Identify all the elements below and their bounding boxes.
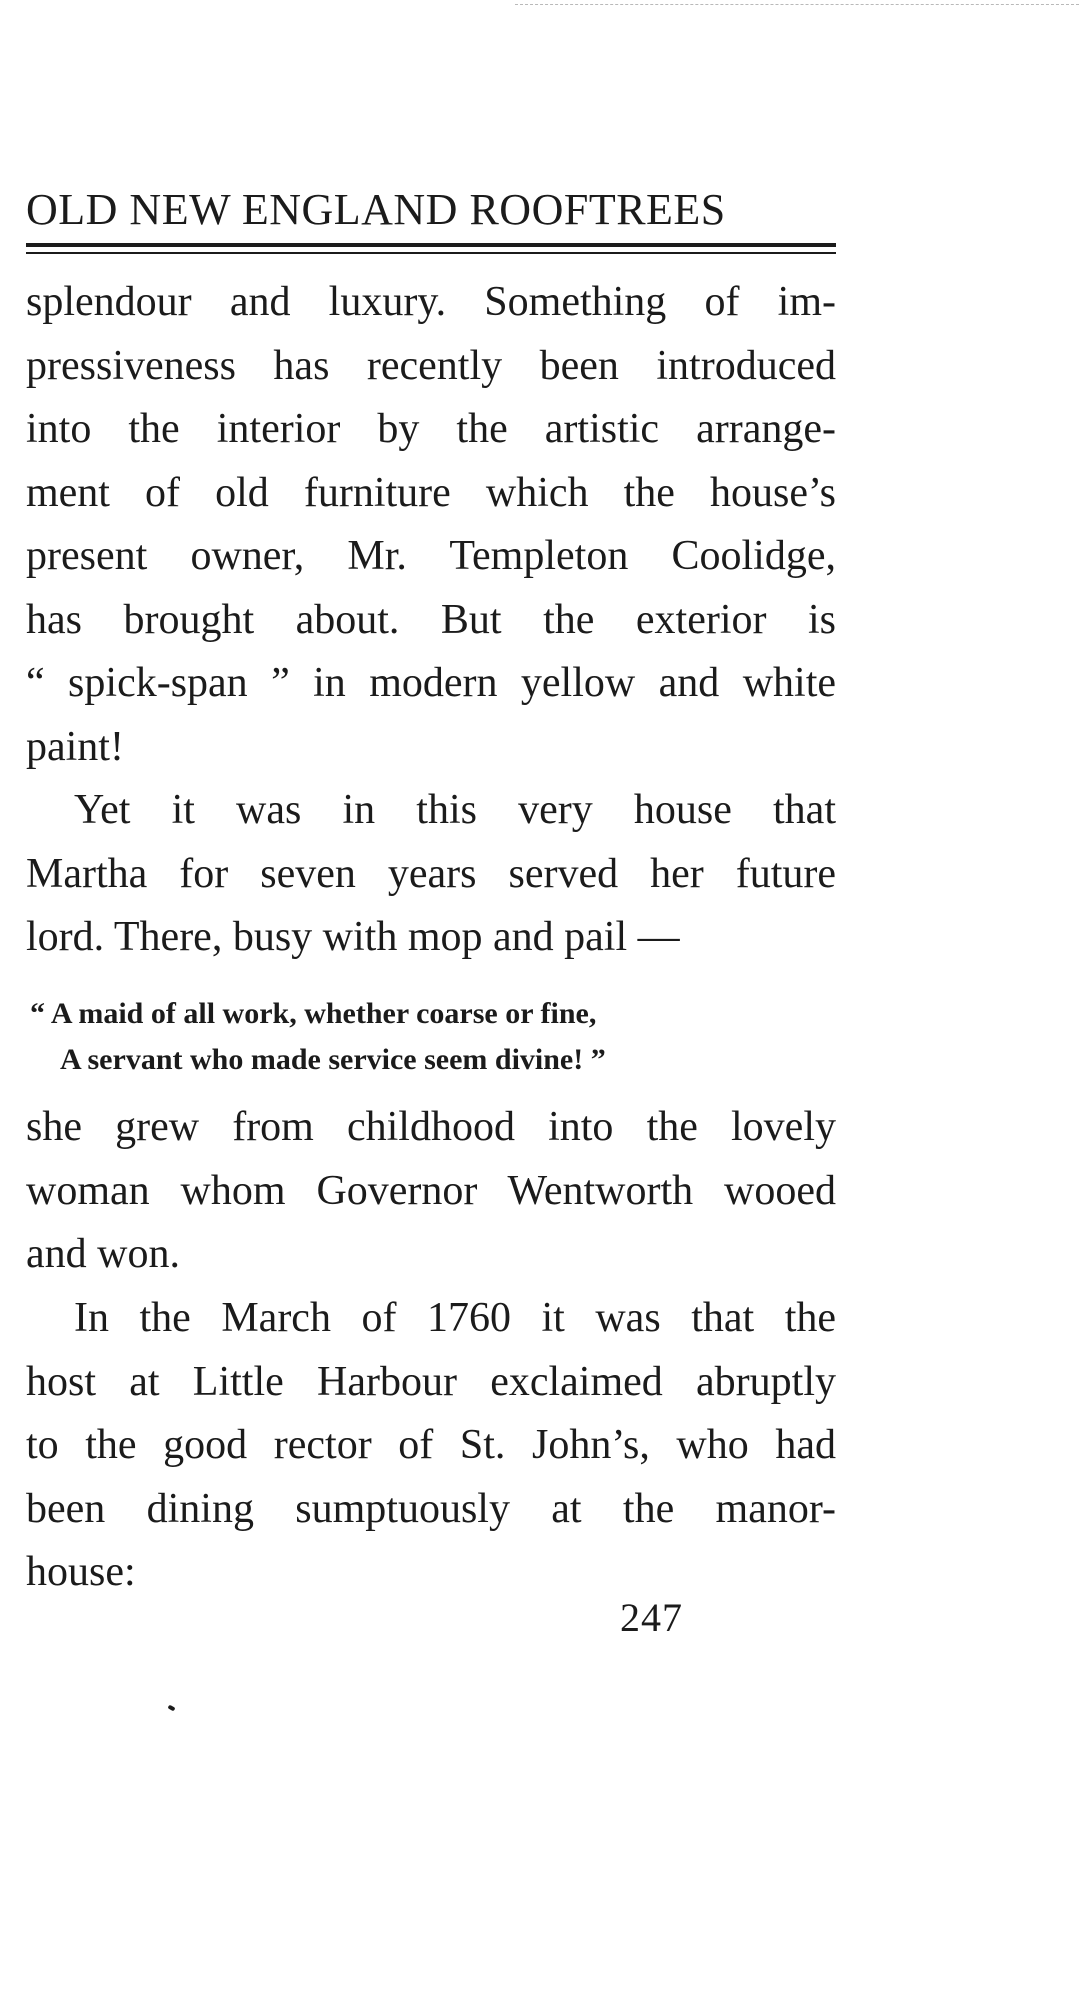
verse-line: “ A maid of all work, whether coarse or fine, — [30, 997, 597, 1030]
text-line: present owner, Mr. Templeton Coolidge, — [26, 533, 836, 579]
text-line: splendour and luxury. Something of im- — [26, 279, 836, 325]
text-line: host at Little Harbour exclaimed abruptly — [26, 1358, 836, 1405]
text-line: Martha for seven years served her future — [26, 850, 836, 897]
text-line: ment of old furniture which the house’s — [26, 469, 836, 516]
paragraph-1 — [26, 271, 836, 779]
running-head: OLD NEW ENGLAND ROOFTREES — [26, 185, 726, 234]
text-line: has brought about. But the exterior is — [26, 596, 836, 643]
text-line: In the March of 1760 it was that the — [74, 1295, 836, 1341]
paragraph-4 — [26, 1287, 836, 1605]
text-line: and won. — [26, 1231, 180, 1277]
verse-line: A servant who made service seem divine! ” — [60, 1043, 606, 1076]
text-line: been dining sumptuously at the manor- — [26, 1485, 836, 1532]
text-line: paint! — [26, 723, 124, 770]
page-number: 247 — [620, 1595, 683, 1640]
text-line: woman whom Governor Wentworth wooed — [26, 1167, 836, 1214]
text-line: lord. There, busy with mop and pail — — [26, 914, 680, 960]
text-line: pressiveness has recently been introduced — [26, 342, 836, 389]
text-line: into the interior by the artistic arrange- — [26, 406, 836, 452]
verse-quotation — [30, 991, 790, 1083]
text-line: she grew from childhood into the lovely — [26, 1104, 836, 1150]
paragraph-2 — [26, 779, 836, 970]
header-rule-thick — [26, 243, 836, 247]
ink-speck — [167, 1705, 175, 1712]
text-line: Yet it was in this very house that — [74, 787, 836, 833]
text-line: “ spick-span ” in modern yellow and white — [26, 660, 836, 706]
header-rule-thin — [26, 252, 836, 254]
text-line: to the good rector of St. John’s, who had — [26, 1422, 836, 1468]
page-top-edge — [515, 4, 1079, 5]
text-line: house: — [26, 1549, 136, 1595]
paragraph-3 — [26, 1096, 836, 1287]
